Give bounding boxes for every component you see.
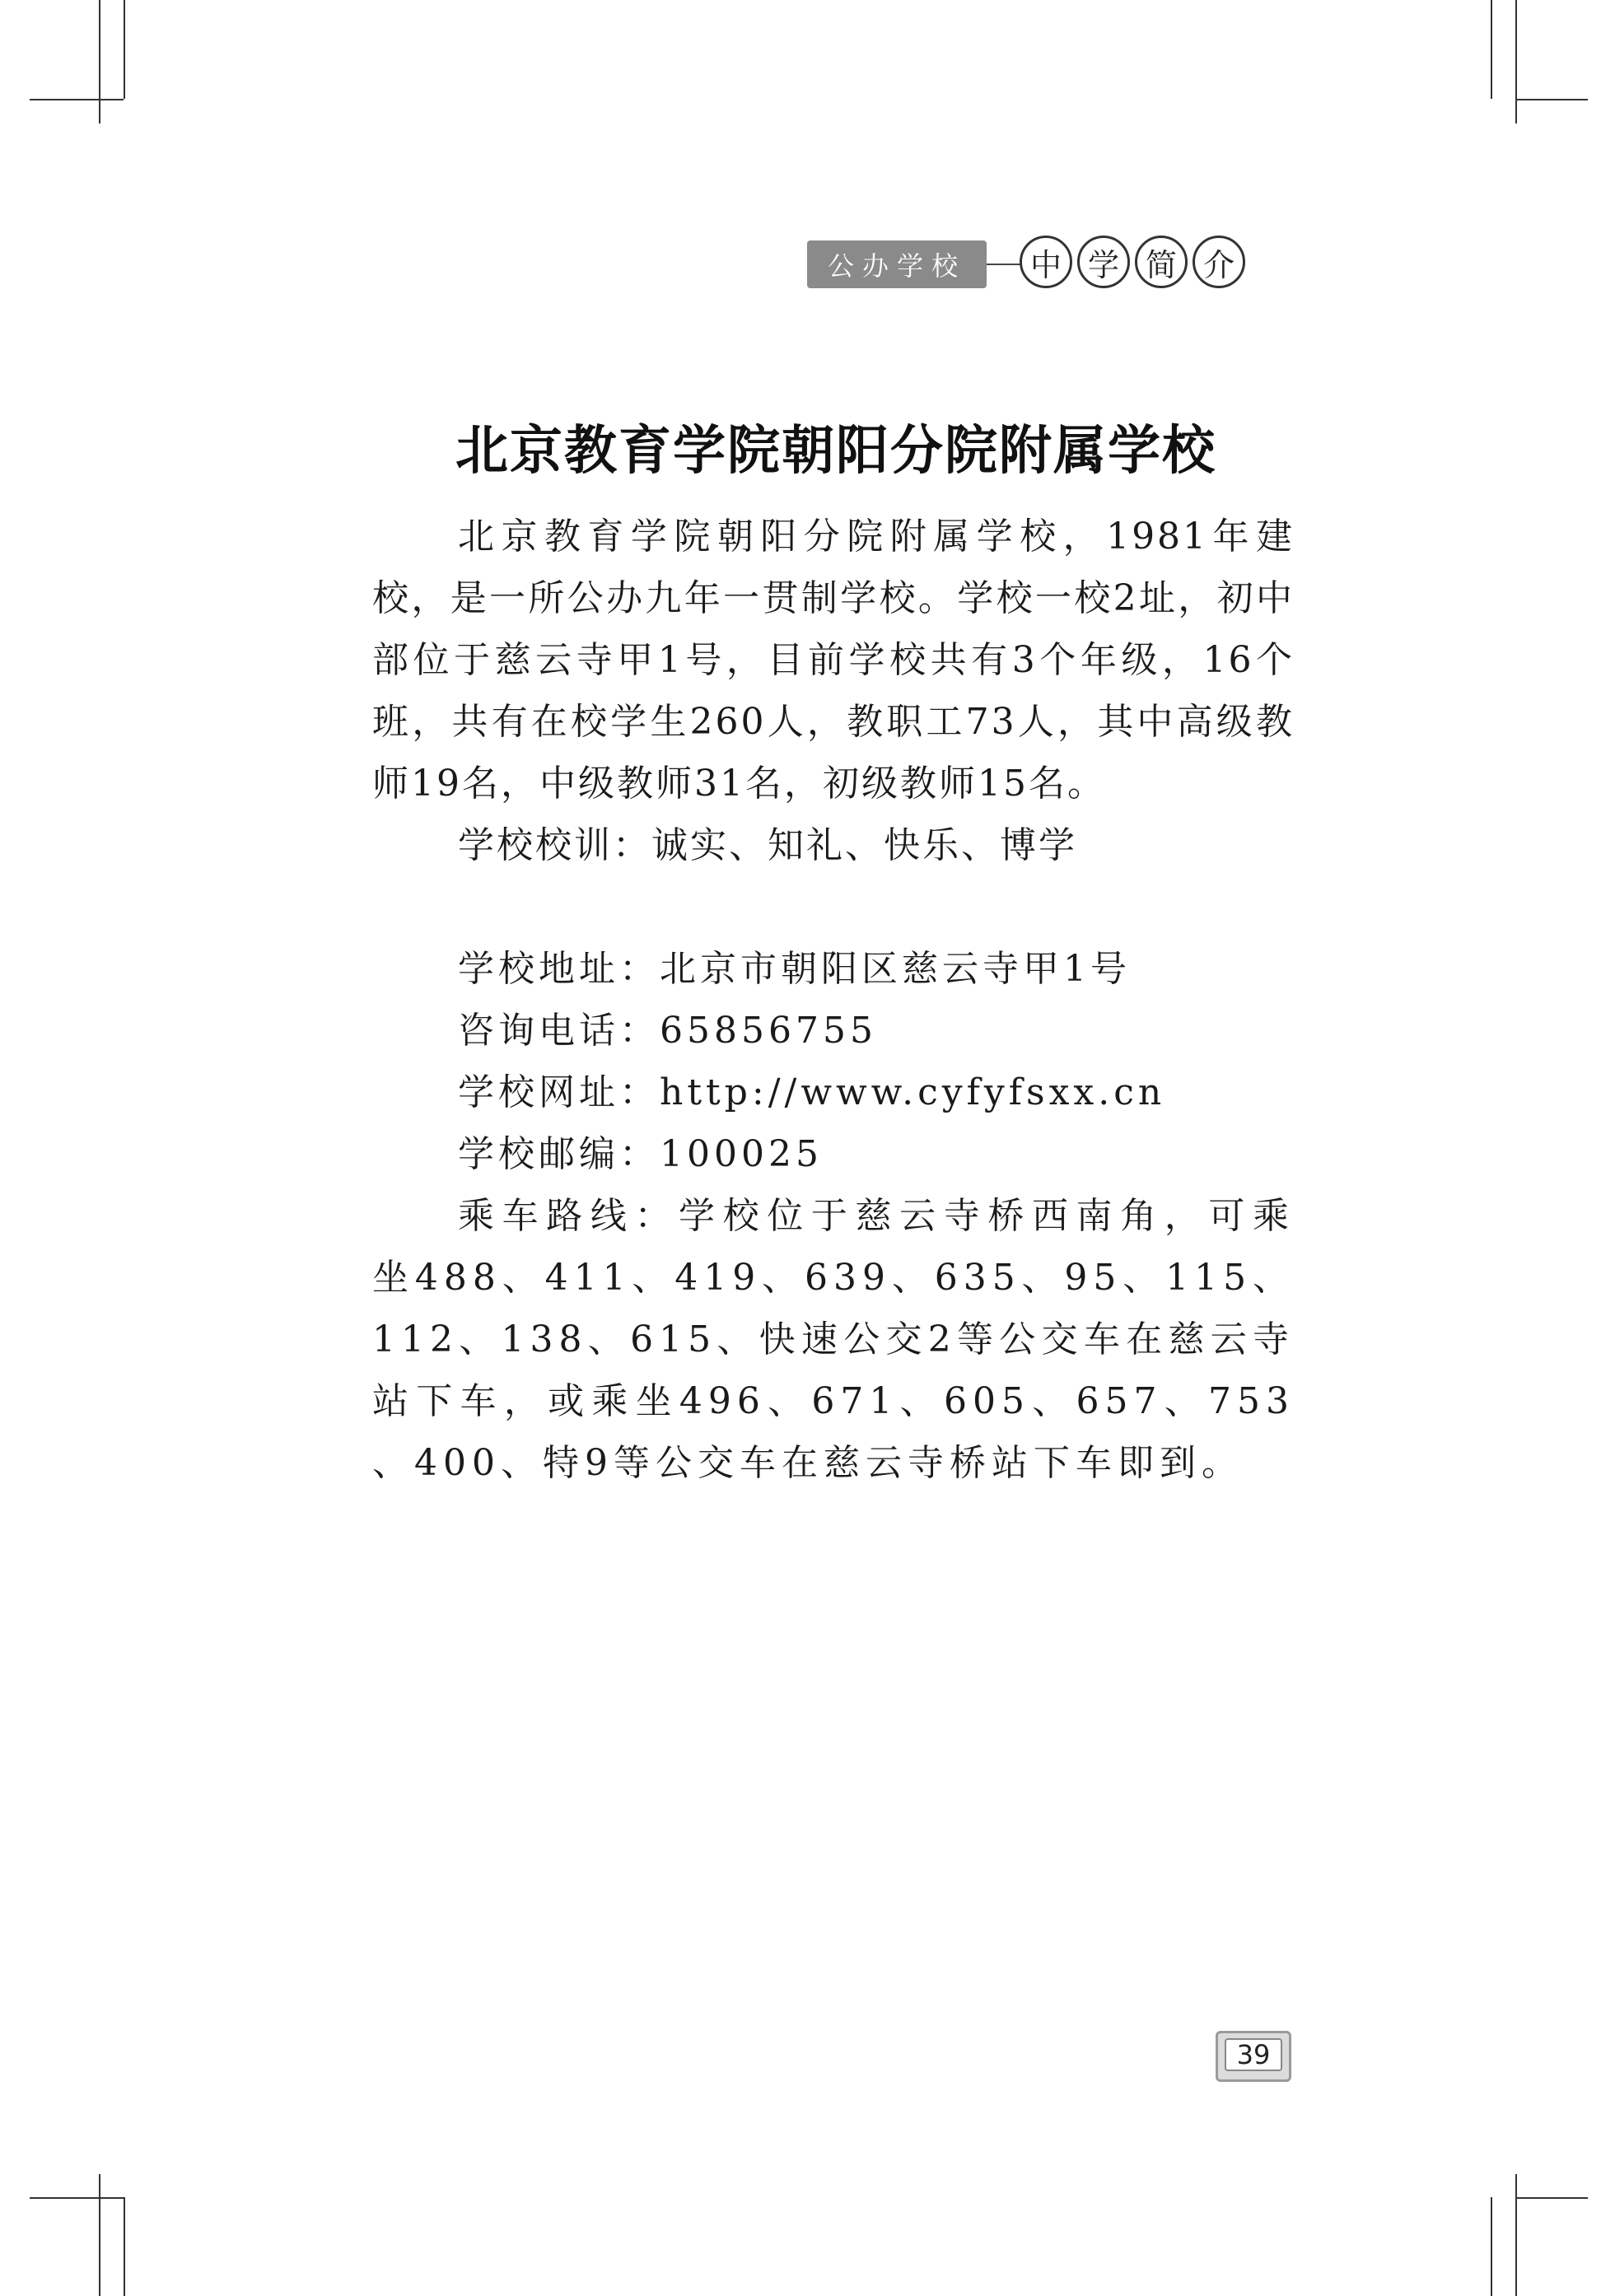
crop-mark <box>1515 2197 1588 2199</box>
section-tag: 公办学校 <box>807 240 987 288</box>
crop-mark <box>1491 0 1492 99</box>
body-text <box>372 506 1295 1494</box>
school-postcode: 学校邮编：100025 <box>458 1133 823 1175</box>
school-address: 学校地址：北京市朝阳区慈云寺甲1号 <box>458 948 1131 990</box>
school-website: 学校网址：http://www.cyfyfsxx.cn <box>458 1071 1166 1113</box>
crop-mark <box>1515 2174 1517 2296</box>
contact-info <box>372 938 1295 1494</box>
chapter-title-char: 学 <box>1077 236 1130 288</box>
crop-mark <box>30 99 124 100</box>
chapter-title-char: 介 <box>1193 236 1245 288</box>
intro-paragraph: 北京教育学院朝阳分院附属学校，1981年建校，是一所公办九年一贯制学校。学校一校2址，初中部位于慈云寺甲1号，目前学校共有3个年级，16个班，共有在校学生260人，教职工73人，其中高级教师19名，中级教师31名，初级教师15名。 <box>372 516 1295 805</box>
running-header <box>807 236 1301 292</box>
chapter-title-char: 简 <box>1135 236 1188 288</box>
chapter-title <box>1020 236 1250 288</box>
page-title: 北京教育学院朝阳分院附属学校 <box>455 421 1216 482</box>
crop-mark <box>99 2174 100 2296</box>
crop-mark <box>1515 0 1517 124</box>
crop-mark <box>124 0 125 99</box>
crop-mark <box>30 2197 124 2199</box>
header-divider <box>987 264 1023 265</box>
school-phone: 咨询电话：65856755 <box>458 1010 877 1052</box>
school-motto: 学校校训：诚实、知礼、快乐、博学 <box>458 824 1077 866</box>
chapter-title-char: 中 <box>1020 236 1072 288</box>
crop-mark <box>1515 99 1588 100</box>
crop-mark <box>124 2197 125 2296</box>
crop-mark <box>99 0 100 124</box>
page-number: 39 <box>1225 2038 1282 2071</box>
crop-mark <box>1491 2197 1492 2296</box>
bus-route: 乘车路线：学校位于慈云寺桥西南角，可乘坐488、411、419、639、635、95、115、112、138、615、快速公交2等公交车在慈云寺站下车，或乘坐496、671、605、657、753 、400、特9等公交车在慈云寺桥站下车即到。 <box>372 1195 1295 1484</box>
page-number-badge <box>1216 2031 1291 2082</box>
